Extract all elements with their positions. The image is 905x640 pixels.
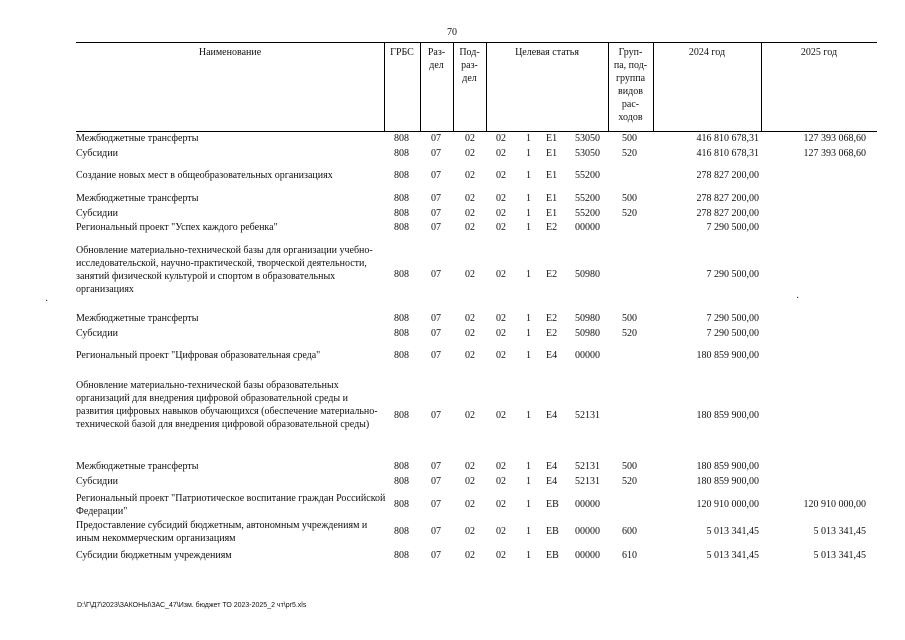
cell-t4: 50980 bbox=[575, 328, 600, 339]
cell-t4: 50980 bbox=[575, 313, 600, 324]
cell-t2: 1 bbox=[526, 269, 531, 280]
cell-t1: 02 bbox=[496, 350, 506, 361]
row-name: Региональный проект "Патриотическое воспитание граждан Российской Федерации" bbox=[76, 493, 386, 517]
cell-t3: E1 bbox=[546, 193, 558, 204]
budget-table bbox=[76, 42, 877, 561]
cell-rz: 07 bbox=[431, 313, 441, 324]
cell-grbs: 808 bbox=[394, 499, 409, 510]
row-name: Создание новых мест в общеобразовательных организациях bbox=[76, 170, 333, 181]
row-name: Обновление материально-технической базы образовательных организаций для внедрения цифровой образовательной среды и развития цифровых навыков обучающихся (обеспечение материально-технической базой для внедрения цифровой образовательной среды) bbox=[76, 380, 378, 430]
cell-t1: 02 bbox=[496, 269, 506, 280]
cell-y2024: 120 910 000,00 bbox=[696, 499, 759, 510]
cell-t3: E1 bbox=[546, 208, 558, 219]
row-name: Региональный проект "Цифровая образовательная среда" bbox=[76, 350, 321, 361]
cell-y2024: 7 290 500,00 bbox=[706, 269, 759, 280]
cell-t3: EB bbox=[546, 499, 559, 510]
cell-pr: 02 bbox=[465, 550, 475, 561]
scan-mark: · bbox=[45, 296, 49, 307]
cell-t4: 55200 bbox=[575, 208, 600, 219]
cell-t1: 02 bbox=[496, 208, 506, 219]
cell-y2024: 278 827 200,00 bbox=[696, 170, 759, 181]
cell-t1: 02 bbox=[496, 193, 506, 204]
cell-t3: E1 bbox=[546, 170, 558, 181]
cell-pr: 02 bbox=[465, 208, 475, 219]
cell-y2025: 127 393 068,60 bbox=[803, 133, 866, 144]
cell-t4: 53050 bbox=[575, 133, 600, 144]
cell-t1: 02 bbox=[496, 222, 506, 233]
cell-pr: 02 bbox=[465, 461, 475, 472]
cell-grbs: 808 bbox=[394, 313, 409, 324]
cell-vr: 500 bbox=[622, 461, 637, 472]
cell-vr: 520 bbox=[622, 208, 637, 219]
cell-t2: 1 bbox=[526, 328, 531, 339]
cell-rz: 07 bbox=[431, 476, 441, 487]
cell-t3: E2 bbox=[546, 328, 558, 339]
cell-t3: E2 bbox=[546, 313, 558, 324]
cell-t1: 02 bbox=[496, 499, 506, 510]
cell-vr: 610 bbox=[622, 550, 637, 561]
header-grbs: ГРБС bbox=[390, 47, 414, 58]
header-name: Наименование bbox=[198, 47, 262, 58]
scan-mark: · bbox=[796, 293, 800, 304]
cell-t1: 02 bbox=[496, 133, 506, 144]
cell-grbs: 808 bbox=[394, 461, 409, 472]
cell-rz: 07 bbox=[431, 148, 441, 159]
cell-grbs: 808 bbox=[394, 550, 409, 561]
cell-t2: 1 bbox=[526, 148, 531, 159]
cell-y2024: 5 013 341,45 bbox=[706, 526, 759, 537]
cell-rz: 07 bbox=[431, 328, 441, 339]
cell-pr: 02 bbox=[465, 526, 475, 537]
table-header bbox=[76, 42, 877, 132]
cell-t1: 02 bbox=[496, 550, 506, 561]
cell-pr: 02 bbox=[465, 170, 475, 181]
cell-y2024: 7 290 500,00 bbox=[706, 328, 759, 339]
cell-y2024: 278 827 200,00 bbox=[696, 208, 759, 219]
cell-t4: 00000 bbox=[575, 550, 600, 561]
cell-rz: 07 bbox=[431, 133, 441, 144]
cell-t1: 02 bbox=[496, 313, 506, 324]
cell-vr: 500 bbox=[622, 133, 637, 144]
row-name: Межбюджетные трансферты bbox=[76, 461, 199, 472]
row-name: Межбюджетные трансферты bbox=[76, 193, 199, 204]
cell-y2025: 5 013 341,45 bbox=[813, 550, 866, 561]
cell-rz: 07 bbox=[431, 269, 441, 280]
cell-y2024: 180 859 900,00 bbox=[696, 410, 759, 421]
row-name: Предоставление субсидий бюджетным, автономным учреждениям и иным некоммерческим организациям bbox=[76, 520, 368, 544]
cell-t2: 1 bbox=[526, 461, 531, 472]
cell-y2025: 127 393 068,60 bbox=[803, 148, 866, 159]
cell-t2: 1 bbox=[526, 193, 531, 204]
cell-vr: 600 bbox=[622, 526, 637, 537]
cell-grbs: 808 bbox=[394, 269, 409, 280]
cell-rz: 07 bbox=[431, 170, 441, 181]
cell-y2024: 180 859 900,00 bbox=[696, 461, 759, 472]
cell-grbs: 808 bbox=[394, 476, 409, 487]
cell-rz: 07 bbox=[431, 222, 441, 233]
row-name: Межбюджетные трансферты bbox=[76, 313, 199, 324]
cell-rz: 07 bbox=[431, 499, 441, 510]
cell-grbs: 808 bbox=[394, 148, 409, 159]
cell-pr: 02 bbox=[465, 410, 475, 421]
header-podrazdel: Под- раз- дел bbox=[459, 47, 480, 84]
cell-y2024: 416 810 678,31 bbox=[696, 133, 759, 144]
cell-t4: 00000 bbox=[575, 526, 600, 537]
header-target: Целевая статья bbox=[515, 47, 579, 58]
cell-t2: 1 bbox=[526, 350, 531, 361]
row-name: Региональный проект "Успех каждого ребенка" bbox=[76, 222, 278, 233]
cell-grbs: 808 bbox=[394, 193, 409, 204]
cell-y2025: 5 013 341,45 bbox=[813, 526, 866, 537]
cell-t4: 00000 bbox=[575, 350, 600, 361]
cell-t1: 02 bbox=[496, 328, 506, 339]
cell-t4: 52131 bbox=[575, 410, 600, 421]
cell-t1: 02 bbox=[496, 148, 506, 159]
cell-y2024: 278 827 200,00 bbox=[696, 193, 759, 204]
cell-t4: 52131 bbox=[575, 476, 600, 487]
cell-t4: 52131 bbox=[575, 461, 600, 472]
header-2025: 2025 год bbox=[800, 47, 838, 58]
cell-t1: 02 bbox=[496, 526, 506, 537]
cell-rz: 07 bbox=[431, 350, 441, 361]
cell-t2: 1 bbox=[526, 550, 531, 561]
cell-t3: EB bbox=[546, 526, 559, 537]
cell-pr: 02 bbox=[465, 313, 475, 324]
cell-pr: 02 bbox=[465, 148, 475, 159]
cell-pr: 02 bbox=[465, 133, 475, 144]
cell-t3: E4 bbox=[546, 461, 558, 472]
cell-t1: 02 bbox=[496, 170, 506, 181]
cell-t3: E4 bbox=[546, 410, 558, 421]
cell-y2025: 120 910 000,00 bbox=[803, 499, 866, 510]
cell-t2: 1 bbox=[526, 222, 531, 233]
file-path: D:\Г\Д7\2023\ЗАКОНЫ\ЗАС_47\Изм. бюджет ТО 2023-2025_2 чт\pr5.xls bbox=[77, 602, 307, 609]
cell-t3: EB bbox=[546, 550, 559, 561]
cell-rz: 07 bbox=[431, 193, 441, 204]
row-name: Межбюджетные трансферты bbox=[76, 133, 199, 144]
cell-y2024: 7 290 500,00 bbox=[706, 222, 759, 233]
row-name: Обновление материально-технической базы для организации учебно-исследовательской, научно-практической, творческой деятельности, занятий физической культурой и спортом в образовательных организациях bbox=[76, 245, 373, 295]
cell-t1: 02 bbox=[496, 410, 506, 421]
cell-pr: 02 bbox=[465, 222, 475, 233]
cell-t4: 00000 bbox=[575, 499, 600, 510]
row-name: Субсидии bbox=[76, 148, 118, 159]
row-name: Субсидии bbox=[76, 328, 118, 339]
cell-y2024: 180 859 900,00 bbox=[696, 476, 759, 487]
cell-t1: 02 bbox=[496, 461, 506, 472]
cell-y2024: 7 290 500,00 bbox=[706, 313, 759, 324]
cell-t4: 53050 bbox=[575, 148, 600, 159]
cell-t3: E1 bbox=[546, 133, 558, 144]
cell-t3: E2 bbox=[546, 269, 558, 280]
cell-t4: 50980 bbox=[575, 269, 600, 280]
cell-t2: 1 bbox=[526, 208, 531, 219]
cell-vr: 500 bbox=[622, 313, 637, 324]
row-name: Субсидии бюджетным учреждениям bbox=[76, 550, 232, 561]
row-name: Субсидии bbox=[76, 208, 118, 219]
cell-vr: 520 bbox=[622, 476, 637, 487]
cell-pr: 02 bbox=[465, 476, 475, 487]
header-razdel: Раз- дел bbox=[427, 47, 446, 71]
cell-t2: 1 bbox=[526, 133, 531, 144]
cell-rz: 07 bbox=[431, 461, 441, 472]
cell-vr: 520 bbox=[622, 148, 637, 159]
cell-vr: 500 bbox=[622, 193, 637, 204]
cell-t4: 00000 bbox=[575, 222, 600, 233]
cell-y2024: 180 859 900,00 bbox=[696, 350, 759, 361]
cell-t3: E2 bbox=[546, 222, 558, 233]
cell-t2: 1 bbox=[526, 476, 531, 487]
cell-grbs: 808 bbox=[394, 222, 409, 233]
cell-t2: 1 bbox=[526, 410, 531, 421]
cell-vr: 520 bbox=[622, 328, 637, 339]
cell-pr: 02 bbox=[465, 350, 475, 361]
cell-t4: 55200 bbox=[575, 193, 600, 204]
cell-grbs: 808 bbox=[394, 133, 409, 144]
cell-t2: 1 bbox=[526, 526, 531, 537]
cell-t1: 02 bbox=[496, 476, 506, 487]
cell-t2: 1 bbox=[526, 313, 531, 324]
cell-rz: 07 bbox=[431, 208, 441, 219]
header-2024: 2024 год bbox=[688, 47, 726, 58]
cell-rz: 07 bbox=[431, 410, 441, 421]
cell-pr: 02 bbox=[465, 193, 475, 204]
cell-grbs: 808 bbox=[394, 328, 409, 339]
cell-y2024: 416 810 678,31 bbox=[696, 148, 759, 159]
cell-pr: 02 bbox=[465, 269, 475, 280]
cell-rz: 07 bbox=[431, 526, 441, 537]
cell-t2: 1 bbox=[526, 499, 531, 510]
cell-t2: 1 bbox=[526, 170, 531, 181]
cell-t3: E4 bbox=[546, 476, 558, 487]
cell-grbs: 808 bbox=[394, 410, 409, 421]
cell-grbs: 808 bbox=[394, 208, 409, 219]
cell-pr: 02 bbox=[465, 499, 475, 510]
cell-y2024: 5 013 341,45 bbox=[706, 550, 759, 561]
header-vid: Груп- па, под- группа видов рас- ходов bbox=[613, 47, 648, 123]
cell-t3: E4 bbox=[546, 350, 558, 361]
cell-grbs: 808 bbox=[394, 170, 409, 181]
cell-t3: E1 bbox=[546, 148, 558, 159]
page-number: 70 bbox=[447, 27, 457, 38]
row-name: Субсидии bbox=[76, 476, 118, 487]
cell-grbs: 808 bbox=[394, 350, 409, 361]
cell-pr: 02 bbox=[465, 328, 475, 339]
cell-grbs: 808 bbox=[394, 526, 409, 537]
cell-rz: 07 bbox=[431, 550, 441, 561]
cell-t4: 55200 bbox=[575, 170, 600, 181]
